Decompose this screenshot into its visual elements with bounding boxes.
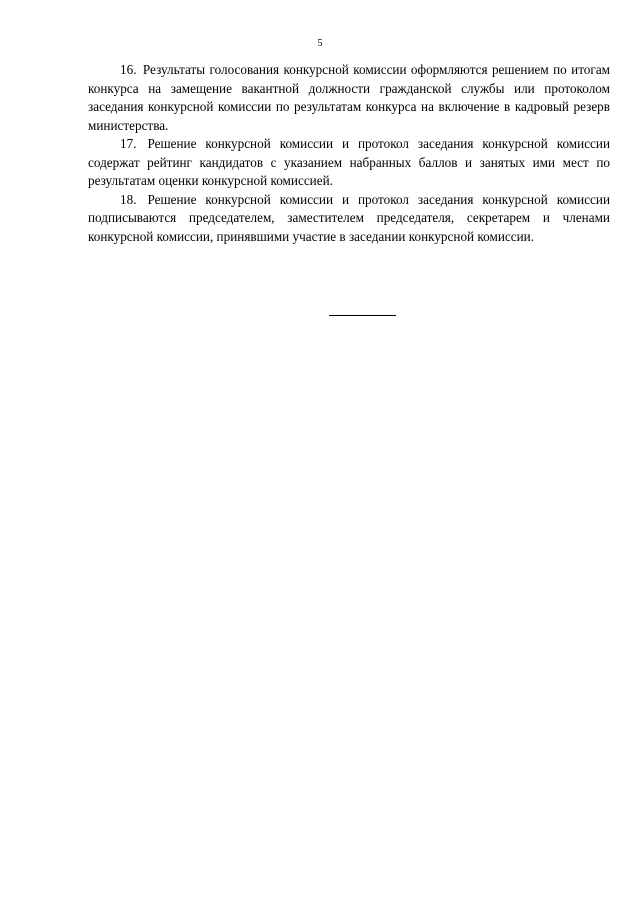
paragraph-17 [88, 135, 610, 191]
page-number: 5 [317, 38, 323, 49]
paragraph-text: Решение конкурсной комиссии и протокол заседания конкурсной комиссии подписываются председателем, заместителем председателя, секретарем и членами конкурсной комиссии, принявшими участие в заседании конкурсной комиссии. [88, 191, 611, 244]
paragraph-number: 18. [120, 191, 137, 207]
paragraph-text: Результаты голосования конкурсной комиссии оформляются решением по итогам конкурса на замещение вакантной должности гражданской службы или протоколом заседания конкурсной комиссии по результатам конкурса на включение в кадровый резерв министерства. [88, 62, 611, 133]
paragraph-16 [88, 61, 610, 135]
paragraph-18 [88, 191, 610, 247]
end-of-document-line [329, 315, 396, 316]
paragraph-text: Решение конкурсной комиссии и протокол заседания конкурсной комиссии содержат рейтинг кандидатов с указанием набранных баллов и занятых ими мест по результатам оценки конкурсной комиссией. [88, 136, 611, 188]
document-body [88, 61, 610, 246]
paragraph-number: 17. [120, 136, 137, 151]
paragraph-number: 16. [120, 62, 137, 77]
